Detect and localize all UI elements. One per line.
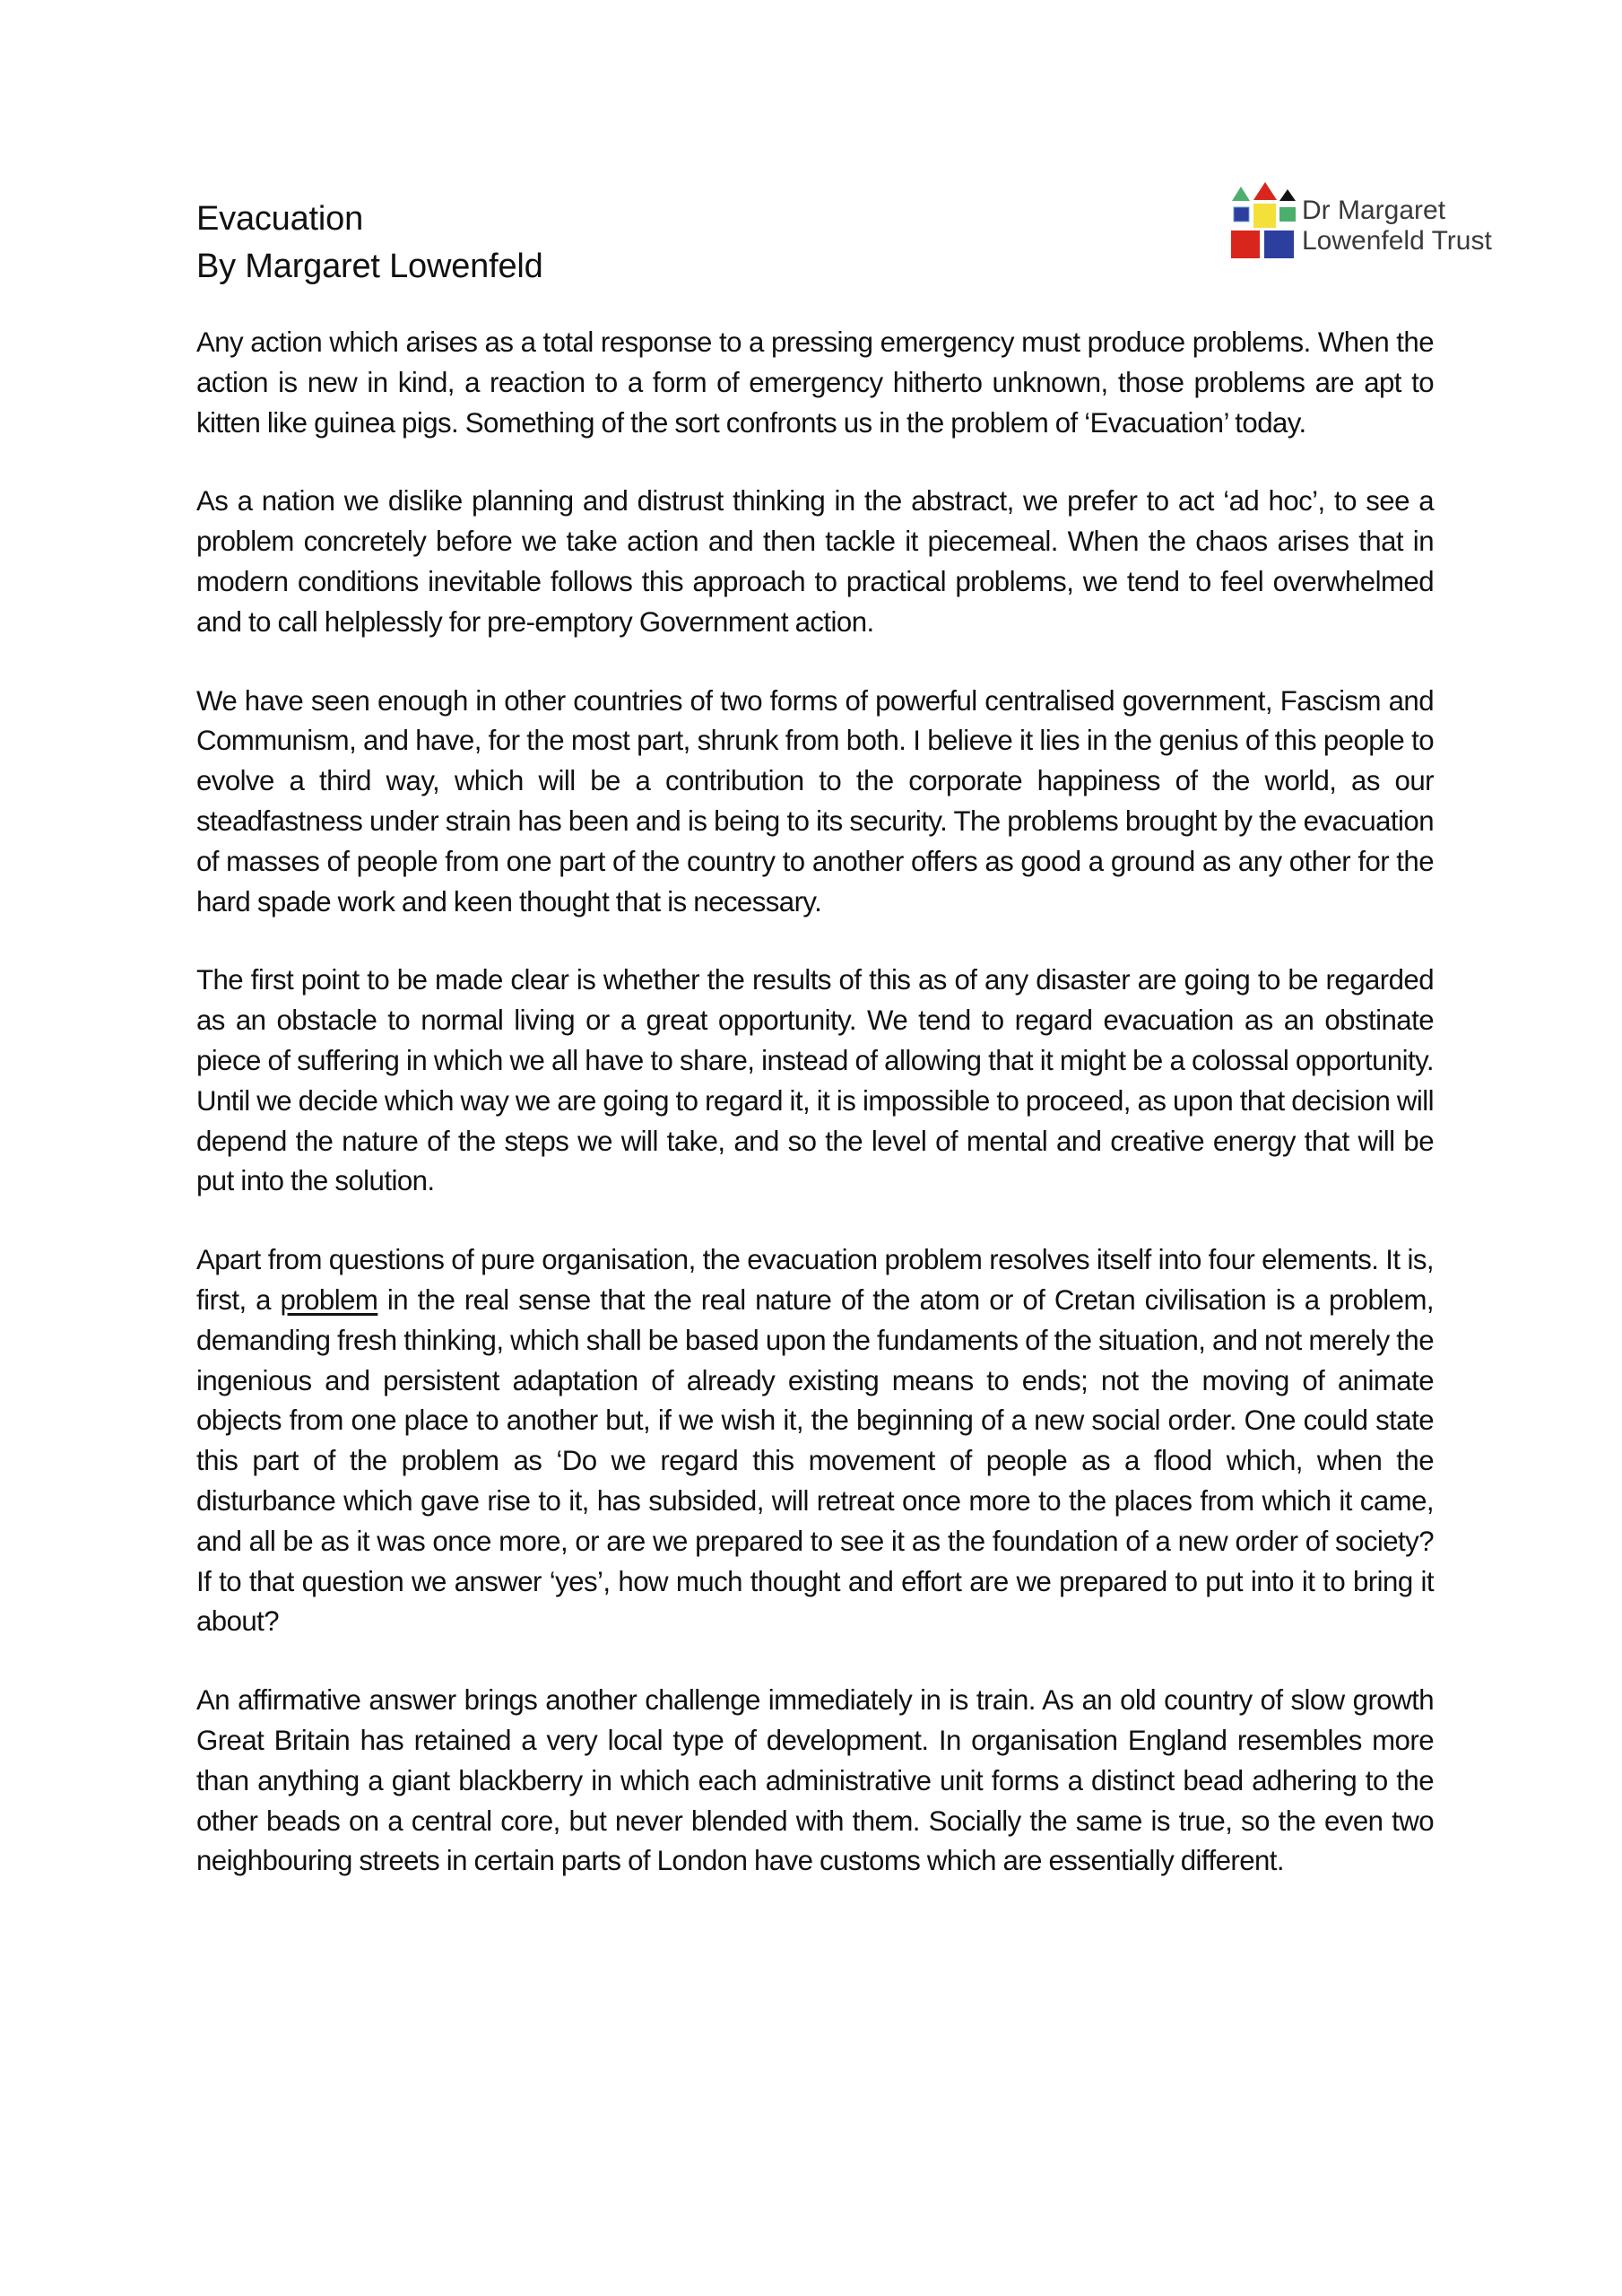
logo-blue-square xyxy=(1264,230,1294,258)
logo-green-square xyxy=(1279,207,1296,222)
logo-text xyxy=(1302,196,1492,257)
document-byline: By Margaret Lowenfeld xyxy=(196,248,543,285)
paragraph-4: The first point to be made clear is whether the results of this as of any disaster are going to be regarded as an obstacle to normal living or a great opportunity. We tend to regard evacuation as an obstinate piece of suffering in which we all have to share, instead of allowing that it might be a colossal opportunity. Until we decide which way we are going to regard it, it is impossible to proceed, as upon that decision will depend the nature of the steps we will take, and so the level of mental and creative energy that will be put into the solution. xyxy=(196,964,1434,1197)
document-title: Evacuation xyxy=(196,200,364,238)
paragraph-1: Any action which arises as a total response to a pressing emergency must produce problems. When the action is new in kind, a reaction to a form of emergency hitherto unknown, those problems are apt to kitten like guinea pigs. Something of the sort confronts us in the problem of ‘Evacuation’ today. xyxy=(196,326,1434,439)
logo-red-triangle xyxy=(1253,182,1277,200)
building-blocks-logo-icon xyxy=(1227,181,1298,262)
document-body xyxy=(196,323,1434,1920)
logo-small-blue-square xyxy=(1234,207,1249,222)
logo-yellow-square xyxy=(1253,204,1276,228)
logo-red-square xyxy=(1231,230,1260,258)
underlined-word-problem: problem xyxy=(280,1283,378,1316)
logo-name-line1: Dr Margaret xyxy=(1302,196,1446,225)
paragraph-6: An affirmative answer brings another challenge immediately in is train. As an old country of slow growth Great Britain has retained a very local type of development. In organisation England resembles more than anything a giant blackberry in which each administrative unit forms a distinct bead adhering to the other beads on a central core, but never blended with them. Socially the same is true, so the even two neighbouring streets in certain parts of London have customs which are essentially different. xyxy=(196,1684,1434,1877)
paragraph-2: As a nation we dislike planning and distrust thinking in the abstract, we prefer to act ‘ad hoc’, to see a problem concretely before we take action and then tackle it piecemeal. When the chaos arises that in modern conditions inevitable follows this approach to practical problems, we tend to feel overwhelmed and to call helplessly for pre-emptory Government action. xyxy=(196,485,1434,638)
logo-black-triangle xyxy=(1279,189,1296,201)
paragraph-5 xyxy=(196,1240,1434,1642)
logo-green-triangle xyxy=(1232,187,1250,201)
title-block xyxy=(196,196,543,291)
paragraph-3: We have seen enough in other countries of two forms of powerful centralised government, Fascism and Communism, and have, for the most part, shrunk from both. I believe it lies in the genius of this people to evolve a third way, which will be a contribution to the corporate happiness of the world, as our steadfastness under strain has been and is being to its security. The problems brought by the evacuation of masses of people from one part of the country to another offers as good a ground as any other for the hard spade work and keen thought that is necessary. xyxy=(196,684,1434,918)
trust-logo xyxy=(1227,181,1531,262)
paragraph-5-start: Apart from questions of pure organisation, the evacuation problem resolves itself into four elements. It is, first, a xyxy=(196,1244,1434,1316)
paragraph-5-end: in the real sense that the real nature of the atom or of Cretan civilisation is a problem, demanding fresh thinking, which shall be based upon the fundaments of the situation, and not merely the ingenious and persistent adaptation of already existing means to ends; not the moving of animate objects from one place to another but, if we wish it, the beginning of a new social order. One could state this part of the problem as ‘Do we regard this movement of people as a flood which, when the disturbance which gave rise to it, has subsided, will retreat once more to the places from which it came, and all be as it was once more, or are we prepared to see it as the foundation of a new order of society? If to that question we answer ‘yes’, how much thought and effort are we prepared to put into it to bring it about? xyxy=(196,1283,1434,1638)
logo-name-line2: Lowenfeld Trust xyxy=(1302,226,1492,256)
